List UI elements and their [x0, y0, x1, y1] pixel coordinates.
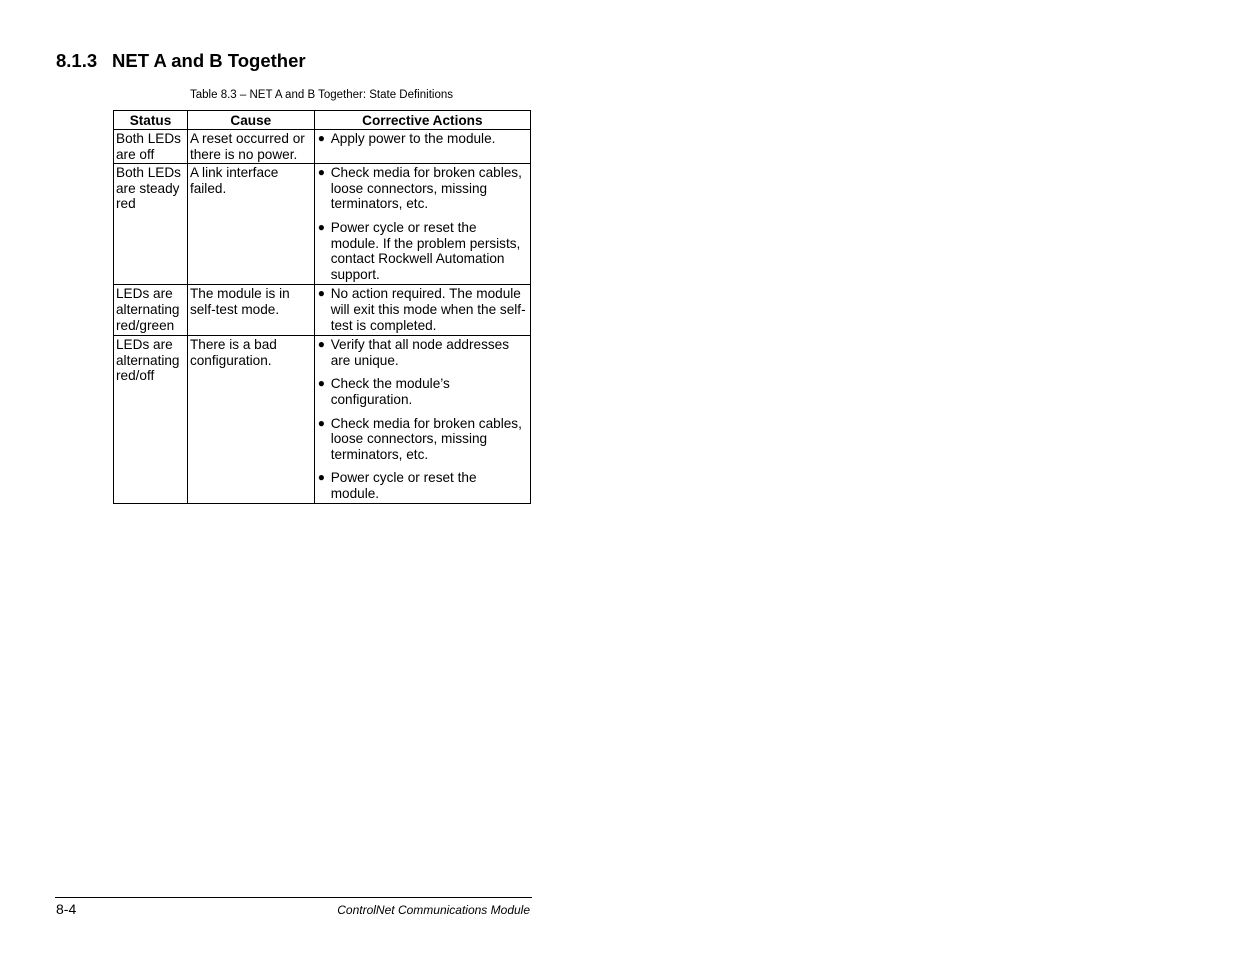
document-title: ControlNet Communications Module	[337, 903, 530, 917]
action-text: Power cycle or reset the module.	[330, 470, 477, 501]
section-heading	[56, 50, 306, 72]
table-row	[114, 336, 531, 504]
action-text: Check media for broken cables, loose connectors, missing terminators, etc.	[330, 415, 522, 462]
bullet-icon: ●	[317, 165, 325, 180]
cause-cell: There is a bad configuration.	[187, 336, 314, 504]
actions-cell	[314, 130, 530, 164]
actions-cell	[314, 164, 530, 285]
action-item	[317, 470, 526, 501]
cause-cell: The module is in self-test mode.	[187, 285, 314, 336]
table-row	[114, 285, 531, 336]
bullet-icon: ●	[317, 219, 325, 234]
action-item	[317, 416, 526, 463]
actions-cell	[314, 336, 530, 504]
header-cause: Cause	[187, 111, 314, 130]
table-header-row	[114, 111, 531, 130]
status-cell: Both LEDs are off	[114, 130, 188, 164]
action-item	[317, 220, 526, 282]
section-number: 8.1.3	[56, 50, 98, 71]
cause-cell: A link interface failed.	[187, 164, 314, 285]
action-item	[317, 131, 526, 147]
state-definitions-table	[113, 110, 531, 504]
action-list	[317, 337, 526, 501]
section-title: NET A and B Together	[112, 50, 306, 71]
table-caption: Table 8.3 – NET A and B Together: State Definitions	[190, 89, 453, 101]
action-text: Power cycle or reset the module. If the problem persists, contact Rockwell Automation support.	[330, 219, 521, 282]
bullet-icon: ●	[317, 131, 325, 145]
action-text: Check media for broken cables, loose connectors, missing terminators, etc.	[330, 165, 522, 212]
actions-cell	[314, 285, 530, 336]
action-text: Apply power to the module.	[330, 131, 496, 146]
action-text: Check the module’s configuration.	[330, 376, 450, 407]
status-cell: LEDs are alternating red/off	[114, 336, 188, 504]
bullet-icon: ●	[317, 286, 325, 301]
action-text: No action required. The module will exit this mode when the self-test is completed.	[330, 286, 526, 333]
action-list	[317, 165, 526, 282]
action-list	[317, 131, 526, 147]
bullet-icon: ●	[317, 376, 325, 391]
page-number: 8-4	[56, 901, 77, 917]
header-corrective-actions: Corrective Actions	[314, 111, 530, 130]
action-item	[317, 337, 526, 368]
bullet-icon: ●	[317, 470, 325, 485]
table-row	[114, 130, 531, 164]
footer-divider	[55, 897, 532, 898]
action-item	[317, 376, 526, 407]
table-row	[114, 164, 531, 285]
status-cell: LEDs are alternating red/green	[114, 285, 188, 336]
bullet-icon: ●	[317, 415, 325, 430]
action-item	[317, 286, 526, 333]
status-cell: Both LEDs are steady red	[114, 164, 188, 285]
cause-cell: A reset occurred or there is no power.	[187, 130, 314, 164]
action-text: Verify that all node addresses are unique.	[330, 337, 510, 368]
action-item	[317, 165, 526, 212]
action-list	[317, 286, 526, 333]
header-status: Status	[114, 111, 188, 130]
bullet-icon: ●	[317, 337, 325, 352]
